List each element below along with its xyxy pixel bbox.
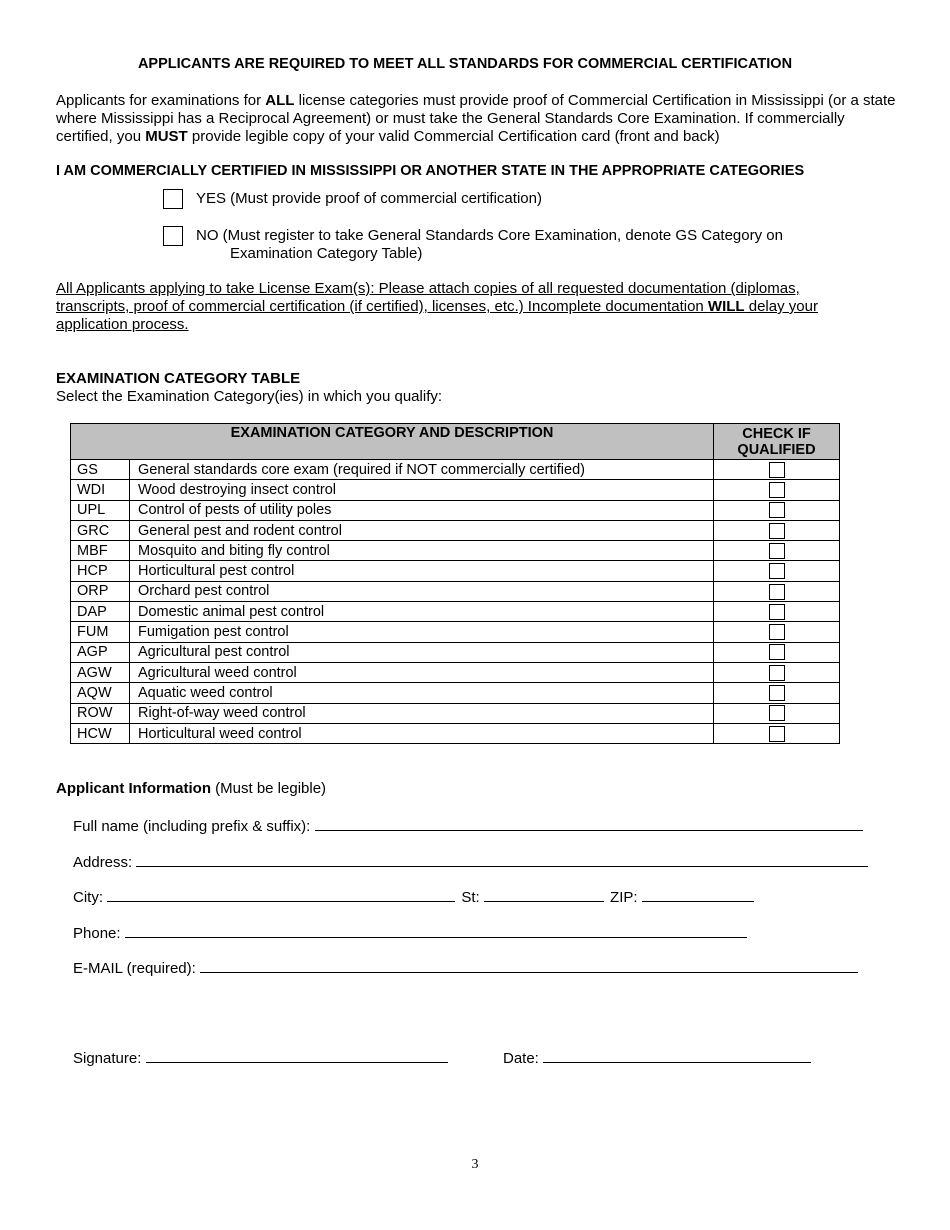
qualified-checkbox[interactable] — [769, 624, 785, 640]
table-row — [71, 662, 840, 682]
category-code: WDI — [71, 480, 130, 500]
table-row — [71, 622, 840, 642]
category-description: Right-of-way weed control — [130, 703, 714, 723]
intro-emphasis-must: MUST — [145, 128, 188, 145]
column-header-description: EXAMINATION CATEGORY AND DESCRIPTION — [71, 424, 714, 460]
category-description: Domestic animal pest control — [130, 602, 714, 622]
documentation-notice — [56, 280, 856, 334]
email-label: E-MAIL (required): — [73, 960, 200, 977]
signature-field[interactable] — [146, 1048, 448, 1063]
category-code: GRC — [71, 520, 130, 540]
notice-text-2: delay your application process. — [56, 298, 818, 333]
table-header-row — [71, 424, 840, 460]
category-description: Agricultural weed control — [130, 662, 714, 682]
qualified-checkbox[interactable] — [769, 462, 785, 478]
email-field[interactable] — [200, 958, 858, 973]
category-description: Wood destroying insect control — [130, 480, 714, 500]
table-row — [71, 683, 840, 703]
date-field[interactable] — [543, 1048, 811, 1063]
notice-emphasis-will: WILL — [707, 298, 745, 315]
category-description: General standards core exam (required if NOT commercially certified) — [130, 460, 714, 480]
address-label: Address: — [73, 854, 137, 871]
category-code: FUM — [71, 622, 130, 642]
table-row — [71, 460, 840, 480]
full-name-row — [73, 816, 863, 835]
phone-row — [73, 923, 747, 942]
intro-text-1: Applicants for examinations for — [56, 92, 266, 109]
applicant-info-note: (Must be legible) — [211, 780, 327, 797]
category-description: Control of pests of utility poles — [130, 500, 714, 520]
qualified-checkbox[interactable] — [769, 482, 785, 498]
qualified-checkbox[interactable] — [769, 502, 785, 518]
qualified-checkbox[interactable] — [769, 604, 785, 620]
address-row — [73, 852, 868, 871]
category-description: Aquatic weed control — [130, 683, 714, 703]
category-description: Horticultural pest control — [130, 561, 714, 581]
qualified-checkbox[interactable] — [769, 685, 785, 701]
applicant-info-heading — [56, 780, 326, 797]
category-code: AGP — [71, 642, 130, 662]
category-code: UPL — [71, 500, 130, 520]
category-code: MBF — [71, 541, 130, 561]
intro-paragraph — [56, 92, 896, 146]
category-code: ORP — [71, 581, 130, 601]
signature-label: Signature: — [73, 1050, 146, 1067]
category-code: AGW — [71, 662, 130, 682]
table-row — [71, 480, 840, 500]
certified-yes-checkbox[interactable] — [163, 189, 183, 209]
table-row — [71, 703, 840, 723]
category-description: Fumigation pest control — [130, 622, 714, 642]
table-row — [71, 642, 840, 662]
table-row — [71, 561, 840, 581]
page-number: 3 — [471, 1157, 479, 1172]
exam-category-table — [70, 423, 840, 744]
qualified-checkbox[interactable] — [769, 543, 785, 559]
qualified-checkbox[interactable] — [769, 665, 785, 681]
column-header-check-line1: CHECK IF — [742, 425, 811, 442]
certified-no-checkbox[interactable] — [163, 226, 183, 246]
intro-text-2: license categories must provide proof of Commercial Certification in Mississippi (or a state where Mississippi has a Reciprocal Agreement) or must take the General Standards Core Examination. If commercially certified, you — [56, 92, 896, 145]
address-field[interactable] — [136, 852, 868, 867]
qualified-checkbox[interactable] — [769, 523, 785, 539]
signature-row — [73, 1048, 448, 1067]
state-field[interactable] — [484, 887, 604, 902]
intro-text-3: provide legible copy of your valid Commercial Certification card (front and back) — [187, 128, 720, 145]
table-row — [71, 500, 840, 520]
qualified-checkbox[interactable] — [769, 726, 785, 742]
full-name-field[interactable] — [315, 816, 863, 831]
email-row — [73, 958, 858, 977]
exam-table-instruction: Select the Examination Category(ies) in which you qualify: — [56, 388, 443, 405]
category-description: Agricultural pest control — [130, 642, 714, 662]
city-state-zip-row — [73, 887, 754, 906]
exam-table-heading: EXAMINATION CATEGORY TABLE — [56, 370, 301, 387]
category-description: Horticultural weed control — [130, 723, 714, 743]
table-row — [71, 581, 840, 601]
phone-field[interactable] — [125, 923, 747, 938]
category-code: GS — [71, 460, 130, 480]
city-field[interactable] — [107, 887, 455, 902]
column-header-check — [714, 424, 840, 460]
applicant-info-title: Applicant Information — [56, 780, 211, 797]
full-name-label: Full name (including prefix & suffix): — [73, 818, 315, 835]
qualified-checkbox[interactable] — [769, 644, 785, 660]
table-row — [71, 723, 840, 743]
category-description: General pest and rodent control — [130, 520, 714, 540]
qualified-checkbox[interactable] — [769, 705, 785, 721]
date-row — [503, 1048, 811, 1067]
category-code: HCP — [71, 561, 130, 581]
category-code: AQW — [71, 683, 130, 703]
notice-text-1: All Applicants applying to take License Exam(s): Please attach copies of all requested documentation (diplomas, transcripts, proof of commercial certification (if certified), licenses, etc.) Incomplete documentation — [56, 280, 800, 315]
table-row — [71, 520, 840, 540]
certified-no-label-line2: Examination Category Table) — [230, 245, 423, 262]
category-code: ROW — [71, 703, 130, 723]
zip-field[interactable] — [642, 887, 754, 902]
intro-emphasis-all: ALL — [265, 92, 295, 109]
qualified-checkbox[interactable] — [769, 563, 785, 579]
date-label: Date: — [503, 1050, 544, 1067]
city-label: City: — [73, 889, 108, 906]
table-row — [71, 541, 840, 561]
certification-heading: I AM COMMERCIALLY CERTIFIED IN MISSISSIPPI OR ANOTHER STATE IN THE APPROPRIATE CATEGORIES — [56, 163, 805, 179]
page-title: APPLICANTS ARE REQUIRED TO MEET ALL STANDARDS FOR COMMERCIAL CERTIFICATION — [137, 56, 793, 72]
table-row — [71, 602, 840, 622]
phone-label: Phone: — [73, 925, 125, 942]
category-description: Mosquito and biting fly control — [130, 541, 714, 561]
category-description: Orchard pest control — [130, 581, 714, 601]
qualified-checkbox[interactable] — [769, 584, 785, 600]
column-header-check-line2: QUALIFIED — [737, 441, 816, 458]
category-code: HCW — [71, 723, 130, 743]
category-code: DAP — [71, 602, 130, 622]
zip-label: ZIP: — [610, 889, 642, 906]
state-label: St: — [461, 889, 484, 906]
certified-no-label-line1: NO (Must register to take General Standards Core Examination, denote GS Category on — [196, 227, 783, 244]
certified-yes-label: YES (Must provide proof of commercial certification) — [196, 190, 542, 207]
